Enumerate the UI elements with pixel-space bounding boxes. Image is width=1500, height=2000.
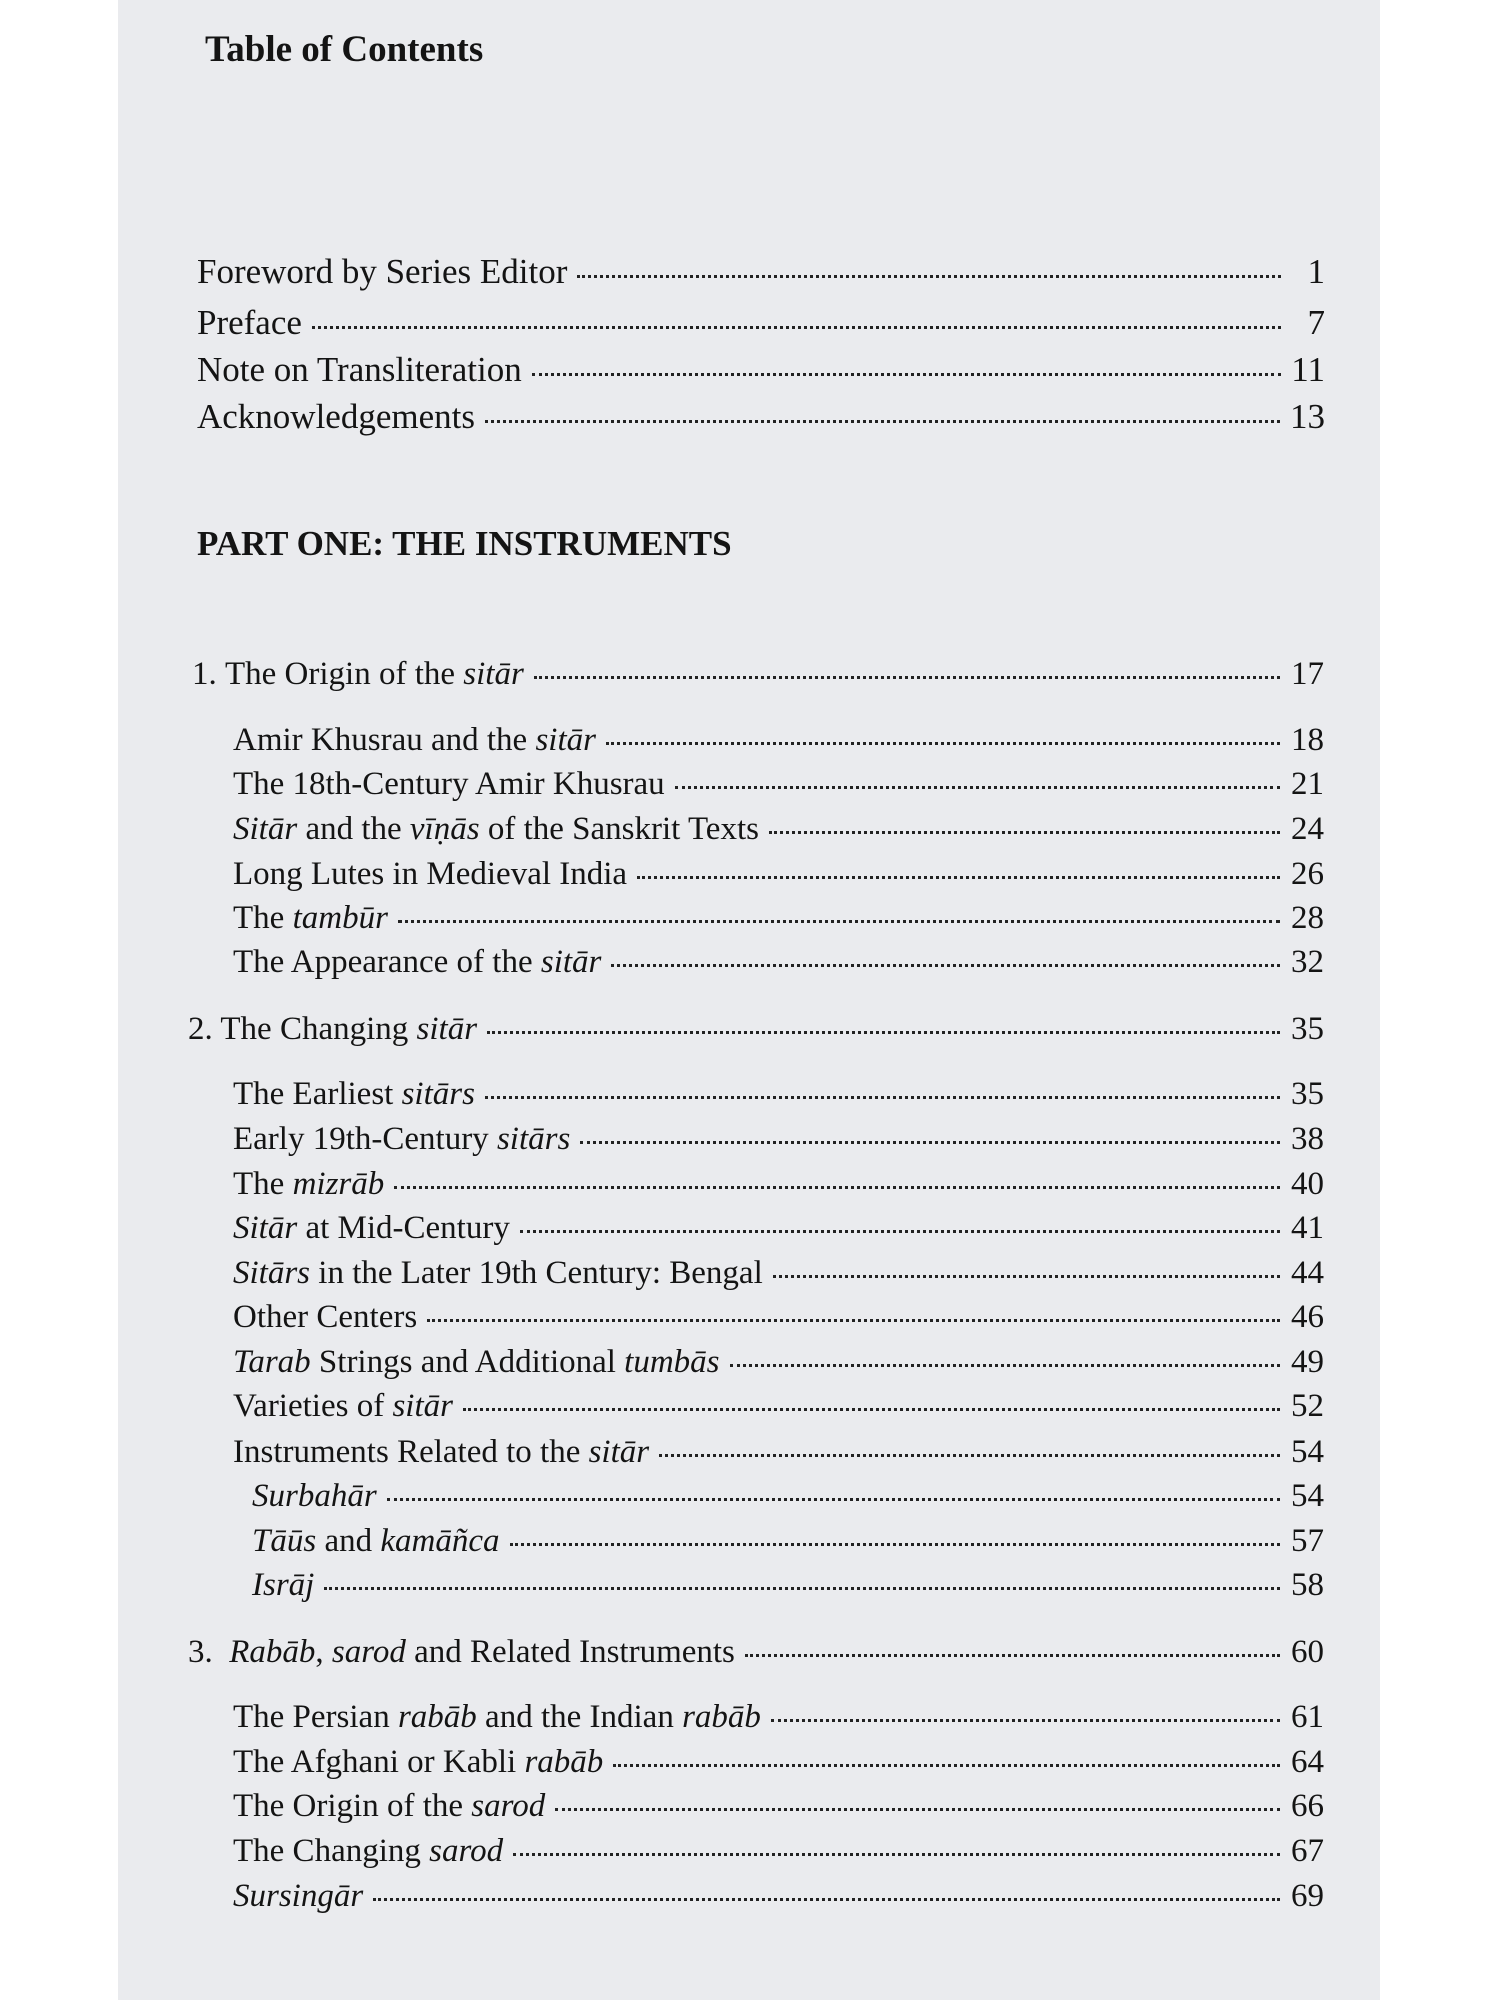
part-heading: PART ONE: THE INSTRUMENTS (197, 524, 732, 563)
toc-entry[interactable] (233, 1835, 1324, 1868)
dot-leader (659, 1454, 1280, 1457)
entry-title: The 18th-Century Amir Khusrau (233, 766, 665, 802)
toc-entry[interactable] (192, 658, 1324, 691)
entry-title: 3. Rabāb, sarod and Related Instruments (188, 1634, 735, 1670)
toc-entry[interactable] (233, 1078, 1324, 1111)
entry-page-number: 44 (1291, 1255, 1324, 1291)
dot-leader (312, 326, 1281, 329)
toc-entry[interactable] (233, 1880, 1324, 1913)
dot-leader (520, 1230, 1280, 1233)
dot-leader (510, 1543, 1281, 1546)
dot-leader (611, 964, 1280, 967)
entry-title: Acknowledgements (197, 397, 475, 436)
entry-page-number: 32 (1291, 944, 1324, 980)
dot-leader (613, 1764, 1280, 1767)
toc-entry[interactable] (233, 1746, 1324, 1779)
entry-title: The tambūr (233, 900, 388, 936)
toc-entry[interactable] (233, 1123, 1324, 1156)
entry-page-number: 35 (1291, 1076, 1324, 1112)
entry-title: Long Lutes in Medieval India (233, 856, 628, 892)
entry-page-number: 52 (1291, 1388, 1324, 1424)
dot-leader (394, 1186, 1280, 1189)
entry-title: The Appearance of the sitār (233, 944, 602, 980)
entry-title: Tāūs and kamāñca (252, 1523, 500, 1559)
entry-page-number: 26 (1291, 856, 1324, 892)
toc-entry[interactable] (233, 1790, 1324, 1823)
dot-leader (487, 1031, 1280, 1034)
dot-leader (606, 742, 1280, 745)
entry-title: Foreword by Series Editor (197, 252, 568, 291)
dot-leader (675, 786, 1280, 789)
dot-leader (769, 831, 1280, 834)
toc-entry[interactable] (233, 1301, 1324, 1334)
entry-page-number: 57 (1291, 1523, 1324, 1559)
entry-page-number: 66 (1291, 1788, 1324, 1824)
dot-leader (463, 1408, 1280, 1411)
entry-page-number: 1 (1307, 252, 1325, 291)
entry-page-number: 61 (1291, 1699, 1324, 1735)
entry-page-number: 41 (1291, 1210, 1324, 1246)
entry-page-number: 24 (1291, 811, 1324, 847)
dot-leader (555, 1808, 1280, 1811)
entry-title: Instruments Related to the sitār (233, 1434, 650, 1470)
entry-title: The Changing sarod (233, 1833, 504, 1869)
dot-leader (427, 1319, 1280, 1322)
dot-leader (373, 1898, 1280, 1901)
entry-page-number: 17 (1291, 656, 1324, 692)
toc-entry[interactable] (233, 1346, 1324, 1379)
dot-leader (513, 1853, 1280, 1856)
entry-title: Tarab Strings and Additional tumbās (233, 1344, 720, 1380)
toc-entry[interactable] (233, 768, 1324, 801)
toc-entry[interactable] (233, 902, 1324, 935)
toc-entry[interactable] (252, 1480, 1324, 1513)
entry-page-number: 21 (1291, 766, 1324, 802)
toc-entry-foreword[interactable] (197, 254, 1325, 289)
dot-leader (485, 1096, 1280, 1099)
toc-entry[interactable] (233, 1436, 1324, 1469)
toc-entry[interactable] (233, 858, 1324, 891)
entry-page-number: 38 (1291, 1121, 1324, 1157)
entry-page-number: 13 (1290, 397, 1325, 436)
entry-page-number: 54 (1291, 1478, 1324, 1514)
dot-leader (324, 1587, 1280, 1590)
entry-page-number: 46 (1291, 1299, 1324, 1335)
dot-leader (387, 1498, 1280, 1501)
entry-page-number: 11 (1291, 350, 1325, 389)
entry-title: Isrāj (252, 1567, 315, 1603)
entry-page-number: 67 (1291, 1833, 1324, 1869)
toc-entry-preface[interactable] (197, 305, 1325, 340)
toc-entry[interactable] (252, 1525, 1324, 1558)
entry-title: The Origin of the sarod (233, 1788, 546, 1824)
entry-title: Sursingār (233, 1878, 364, 1914)
entry-page-number: 69 (1291, 1878, 1324, 1914)
entry-title: 2. The Changing sitār (188, 1011, 478, 1047)
toc-entry[interactable] (233, 813, 1324, 846)
entry-title: Surbahār (252, 1478, 377, 1514)
toc-entry[interactable] (233, 724, 1324, 757)
entry-title: Note on Transliteration (197, 350, 522, 389)
dot-leader (730, 1364, 1280, 1367)
page-title: Table of Contents (205, 29, 484, 70)
entry-page-number: 7 (1307, 303, 1325, 342)
entry-title: Sitārs in the Later 19th Century: Bengal (233, 1255, 763, 1291)
entry-title: The mizrāb (233, 1166, 385, 1202)
entry-page-number: 49 (1291, 1344, 1324, 1380)
entry-page-number: 28 (1291, 900, 1324, 936)
dot-leader (771, 1719, 1280, 1722)
toc-entry-transliteration[interactable] (197, 352, 1325, 387)
entry-title: 1. The Origin of the sitār (192, 656, 524, 692)
dot-leader (398, 920, 1280, 923)
toc-entry[interactable] (233, 1212, 1324, 1245)
toc-entry[interactable] (252, 1569, 1324, 1602)
entry-page-number: 58 (1291, 1567, 1324, 1603)
entry-page-number: 54 (1291, 1434, 1324, 1470)
entry-page-number: 64 (1291, 1744, 1324, 1780)
dot-leader (637, 876, 1280, 879)
toc-entry[interactable] (233, 946, 1324, 979)
entry-title: The Afghani or Kabli rabāb (233, 1744, 604, 1780)
entry-title: Other Centers (233, 1299, 418, 1335)
entry-title: Amir Khusrau and the sitār (233, 722, 596, 758)
dot-leader (577, 275, 1281, 278)
dot-leader (580, 1141, 1280, 1144)
entry-title: Preface (197, 303, 302, 342)
toc-entry[interactable] (233, 1257, 1324, 1290)
entry-title: Sitār and the vīṇās of the Sanskrit Texts (233, 811, 759, 847)
dot-leader (485, 420, 1280, 423)
entry-title: The Persian rabāb and the Indian rabāb (233, 1699, 761, 1735)
dot-leader (532, 373, 1281, 376)
entry-page-number: 18 (1291, 722, 1324, 758)
toc-entry-acknowledgements[interactable] (197, 399, 1325, 434)
dot-leader (773, 1275, 1280, 1278)
dot-leader (745, 1654, 1280, 1657)
entry-page-number: 35 (1291, 1011, 1324, 1047)
toc-entry[interactable] (233, 1168, 1324, 1201)
toc-entry[interactable] (233, 1701, 1324, 1734)
entry-title: Early 19th-Century sitārs (233, 1121, 571, 1157)
entry-page-number: 40 (1291, 1166, 1324, 1202)
entry-page-number: 60 (1291, 1634, 1324, 1670)
toc-entry[interactable] (188, 1013, 1324, 1046)
entry-title: The Earliest sitārs (233, 1076, 475, 1112)
entry-title: Varieties of sitār (233, 1388, 453, 1424)
dot-leader (534, 676, 1280, 679)
toc-entry[interactable] (233, 1390, 1324, 1423)
toc-entry[interactable] (188, 1636, 1324, 1669)
entry-title: Sitār at Mid-Century (233, 1210, 510, 1246)
